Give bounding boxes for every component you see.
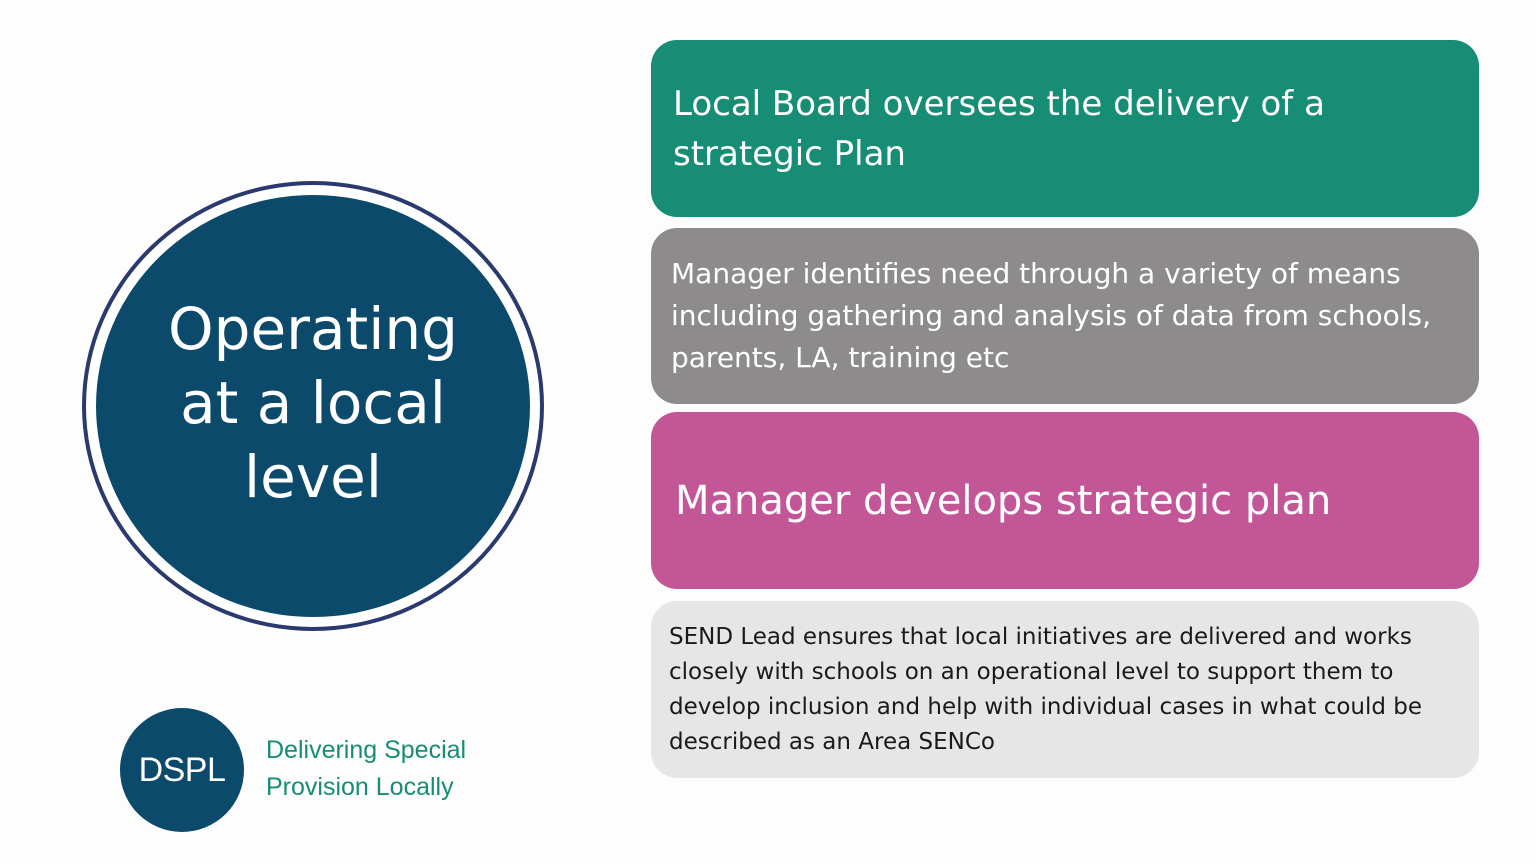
dspl-tagline — [266, 732, 526, 806]
step-box-send-lead — [651, 601, 1479, 778]
tagline-line-1: Delivering Special — [266, 736, 467, 764]
step-box-manager-identifies — [651, 228, 1479, 404]
step-box-manager-develops — [651, 412, 1479, 589]
step-box-local-board — [651, 40, 1479, 217]
title-circle-text: Operating at a local level — [168, 295, 458, 511]
title-circle-fill — [96, 195, 530, 617]
step-box-text: Manager identifies need through a variety of means including gathering and analysis of data from schools, parents, LA, training etc — [671, 257, 1432, 374]
dspl-logo — [120, 708, 244, 832]
title-circle — [82, 181, 544, 631]
step-box-text: Manager develops strategic plan — [675, 477, 1332, 524]
step-box-text: SEND Lead ensures that local initiatives are delivered and works closely with schools on an operational level to support them to develop inclusion and help with individual cases in what could be described as an Area SENCo — [669, 623, 1423, 755]
title-circle-ring — [86, 185, 540, 627]
step-box-text: Local Board oversees the delivery of a strategic Plan — [673, 83, 1325, 174]
tagline-line-2: Provision Locally — [266, 773, 454, 801]
dspl-logo-text: DSPL — [138, 750, 226, 789]
